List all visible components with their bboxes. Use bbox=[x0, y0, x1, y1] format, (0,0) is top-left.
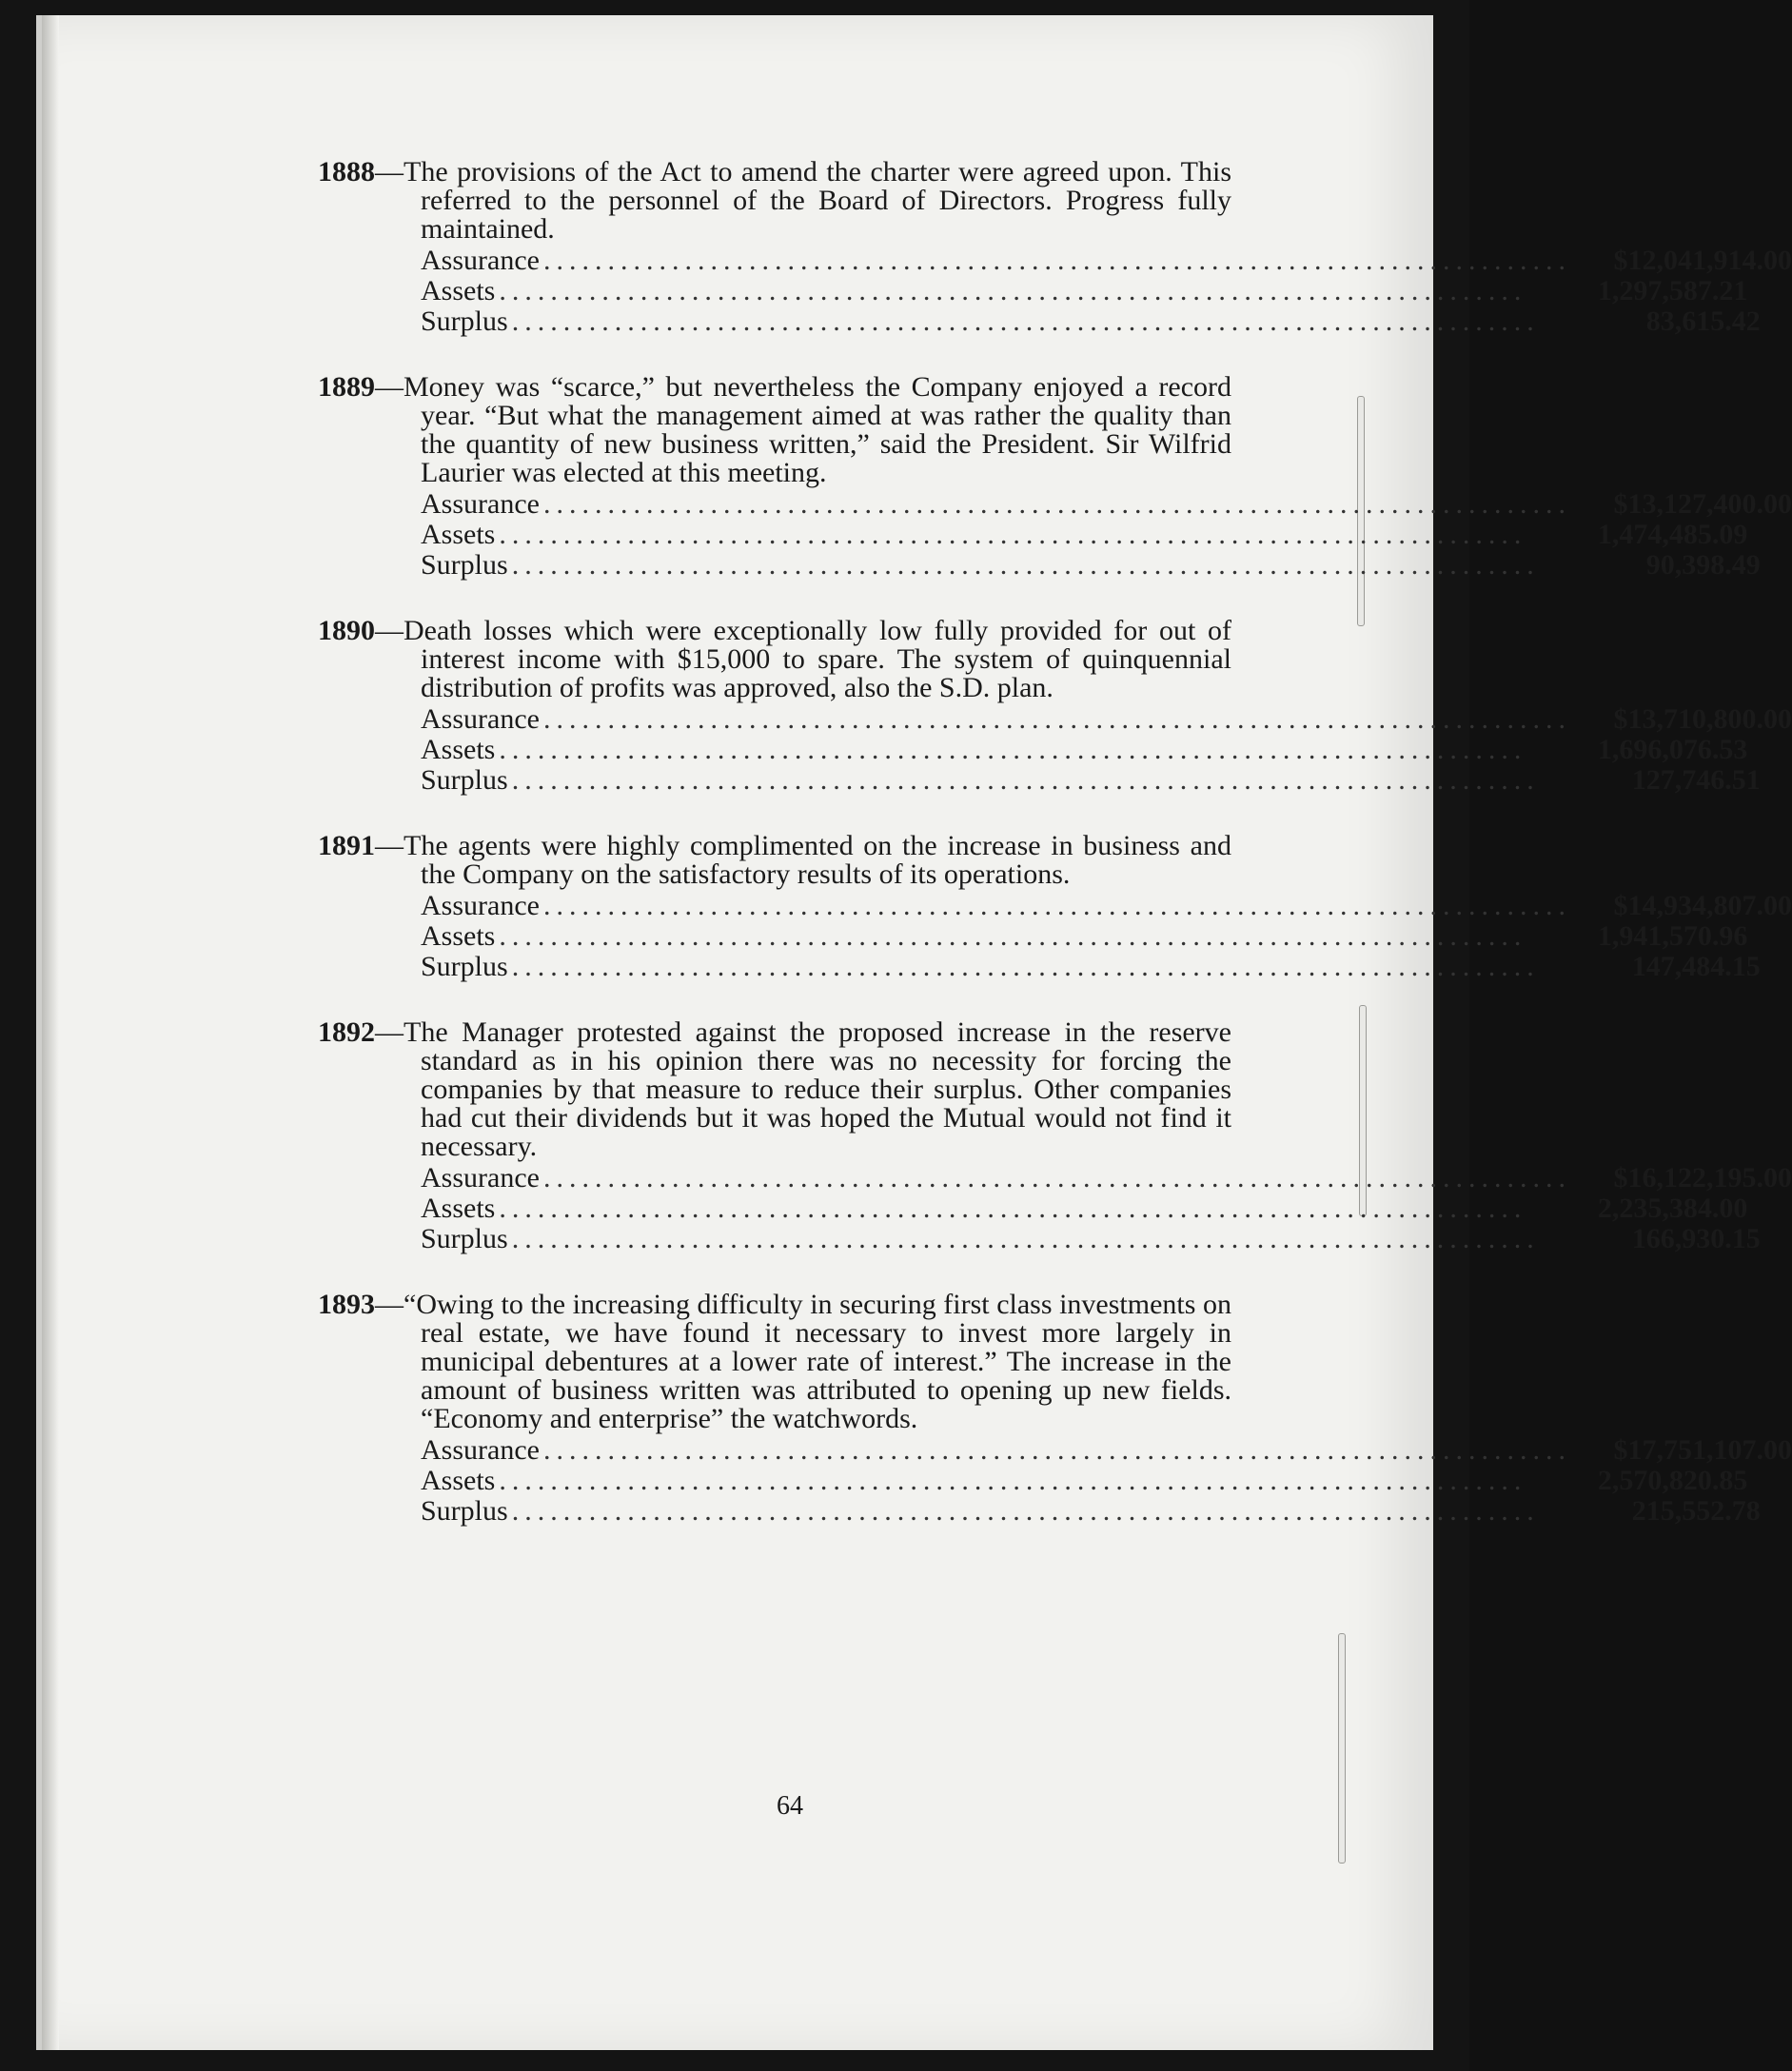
year-entry bbox=[318, 156, 1792, 337]
figure-value: $16,122,195.00 bbox=[1613, 1162, 1792, 1193]
figure-row bbox=[421, 764, 1761, 796]
figure-row bbox=[421, 306, 1761, 337]
figure-row bbox=[421, 1434, 1792, 1466]
figure-row bbox=[421, 245, 1792, 276]
figure-label: Assurance bbox=[421, 488, 540, 520]
financial-figures bbox=[318, 890, 1792, 982]
figure-value: 166,930.15 bbox=[1631, 1223, 1761, 1254]
entry-dash: — bbox=[375, 371, 404, 403]
dot-leader: ................................................................................ bbox=[542, 1162, 1571, 1193]
figure-value: 1,297,587.21 bbox=[1597, 275, 1748, 306]
entry-year: 1890 bbox=[318, 615, 375, 646]
dot-leader: ................................................................................ bbox=[542, 890, 1571, 921]
figure-row bbox=[421, 703, 1792, 735]
financial-figures bbox=[318, 1434, 1792, 1527]
dot-leader: ................................................................................ bbox=[511, 306, 1540, 337]
dot-leader: ................................................................................ bbox=[499, 920, 1527, 952]
figure-label: Assurance bbox=[421, 1434, 540, 1466]
page-number: 64 bbox=[777, 1791, 803, 1821]
dot-leader: ................................................................................ bbox=[499, 519, 1527, 550]
figure-row bbox=[421, 734, 1748, 765]
figure-value: $12,041,914.00 bbox=[1613, 245, 1792, 276]
entry-paragraph bbox=[318, 832, 1231, 889]
figure-value: 2,235,384.00 bbox=[1597, 1193, 1748, 1224]
figure-value: $17,751,107.00 bbox=[1613, 1434, 1792, 1466]
figure-label: Assurance bbox=[421, 703, 540, 735]
figure-label: Surplus bbox=[421, 549, 508, 581]
entry-text: “Owing to the increasing difficulty in securing first class investments on real estate, we have found it necessary to invest more largely in municipal debentures at a lower rate of interest.” The increase in the amount of business written was attributed to opening up new fields. “Economy and enterprise” the watchwords. bbox=[404, 1289, 1231, 1434]
figure-value: 127,746.51 bbox=[1631, 764, 1761, 796]
financial-figures bbox=[318, 703, 1792, 796]
financial-figures bbox=[318, 245, 1792, 337]
entry-text: The Manager protested against the proposed increase in the reserve standard as in his opinion there was no necessity for forcing the companies by that measure to reduce their surplus. Other companies had cut their dividends but it was hoped the Mutual would not find it necessary. bbox=[404, 1016, 1231, 1162]
entry-year: 1892 bbox=[318, 1016, 375, 1048]
entry-dash: — bbox=[375, 615, 404, 646]
figure-row bbox=[421, 1223, 1761, 1254]
figure-value: 147,484.15 bbox=[1631, 951, 1761, 982]
dot-leader: ................................................................................ bbox=[511, 951, 1540, 982]
figure-value: $13,710,800.00 bbox=[1613, 703, 1792, 735]
figure-label: Surplus bbox=[421, 1495, 508, 1527]
figure-row bbox=[421, 1162, 1792, 1193]
dot-leader: ................................................................................ bbox=[511, 1223, 1540, 1254]
dot-leader: ................................................................................ bbox=[499, 734, 1527, 765]
figure-label: Assets bbox=[421, 519, 496, 550]
page-gutter-shadow bbox=[42, 15, 59, 2050]
dot-leader: ................................................................................ bbox=[511, 1495, 1540, 1527]
dot-leader: ................................................................................ bbox=[511, 764, 1540, 796]
figure-label: Surplus bbox=[421, 951, 508, 982]
figure-label: Surplus bbox=[421, 764, 508, 796]
entry-year: 1891 bbox=[318, 830, 375, 861]
dot-leader: ................................................................................ bbox=[542, 245, 1571, 276]
figure-label: Assets bbox=[421, 734, 496, 765]
dot-leader: ................................................................................ bbox=[542, 1434, 1571, 1466]
entry-paragraph bbox=[318, 158, 1231, 244]
entry-year: 1888 bbox=[318, 156, 375, 187]
figure-value: 2,570,820.85 bbox=[1597, 1465, 1748, 1496]
book-page bbox=[36, 15, 1792, 2050]
entry-text: Death losses which were exceptionally low fully provided for out of interest income with $15,000 to spare. The system of quinquennial distribution of profits was approved, also the S.D. plan. bbox=[404, 615, 1231, 703]
figure-label: Surplus bbox=[421, 306, 508, 337]
figure-row bbox=[421, 890, 1792, 921]
figure-row bbox=[421, 519, 1748, 550]
entry-text: The agents were highly complimented on the increase in business and the Company on the satisfactory results of its operations. bbox=[404, 830, 1231, 890]
dot-leader: ................................................................................ bbox=[499, 1465, 1527, 1496]
entry-year: 1889 bbox=[318, 371, 375, 403]
figure-label: Assets bbox=[421, 1465, 496, 1496]
entry-text: Money was “scarce,” but nevertheless the Company enjoyed a record year. “But what the management aimed at was rather the quality than the quantity of new business written,” said the President. Sir Wilfrid Laurier was elected at this meeting. bbox=[404, 371, 1231, 488]
figure-row bbox=[421, 1465, 1748, 1496]
figure-row bbox=[421, 549, 1761, 581]
figure-value: 83,615.42 bbox=[1645, 306, 1761, 337]
figure-value: $13,127,400.00 bbox=[1613, 488, 1792, 520]
margin-mark bbox=[1338, 1633, 1346, 1864]
figure-row bbox=[421, 275, 1748, 306]
financial-figures bbox=[318, 1162, 1792, 1254]
year-entry bbox=[318, 1289, 1792, 1527]
dot-leader: ................................................................................ bbox=[542, 703, 1571, 735]
figure-label: Assurance bbox=[421, 890, 540, 921]
year-entry bbox=[318, 1016, 1792, 1254]
year-entry bbox=[318, 830, 1792, 982]
figure-row bbox=[421, 920, 1748, 952]
figure-label: Assets bbox=[421, 1193, 496, 1224]
figure-value: 1,941,570.96 bbox=[1597, 920, 1748, 952]
dot-leader: ................................................................................ bbox=[542, 488, 1571, 520]
figure-value: 1,474,485.09 bbox=[1597, 519, 1748, 550]
financial-figures bbox=[318, 488, 1792, 581]
figure-row bbox=[421, 488, 1792, 520]
figure-row bbox=[421, 951, 1761, 982]
dot-leader: ................................................................................ bbox=[511, 549, 1540, 581]
figure-label: Surplus bbox=[421, 1223, 508, 1254]
figure-value: 1,696,076.53 bbox=[1597, 734, 1748, 765]
entry-dash: — bbox=[375, 1289, 404, 1320]
year-entry bbox=[318, 615, 1792, 796]
entry-paragraph bbox=[318, 617, 1231, 702]
dot-leader: ................................................................................ bbox=[499, 275, 1527, 306]
entry-paragraph bbox=[318, 1291, 1231, 1433]
entry-paragraph bbox=[318, 373, 1231, 487]
figure-row bbox=[421, 1495, 1761, 1527]
figure-label: Assurance bbox=[421, 245, 540, 276]
figure-row bbox=[421, 1193, 1748, 1224]
figure-value: 90,398.49 bbox=[1645, 549, 1761, 581]
figure-label: Assurance bbox=[421, 1162, 540, 1193]
page-content bbox=[318, 156, 1792, 1563]
dot-leader: ................................................................................ bbox=[499, 1193, 1527, 1224]
entry-dash: — bbox=[375, 156, 404, 187]
entry-text: The provisions of the Act to amend the charter were agreed upon. This referred to the personnel of the Board of Directors. Progress fully maintained. bbox=[404, 156, 1231, 245]
entry-dash: — bbox=[375, 830, 404, 861]
entry-paragraph bbox=[318, 1018, 1231, 1161]
entry-dash: — bbox=[375, 1016, 404, 1048]
figure-label: Assets bbox=[421, 920, 496, 952]
figure-label: Assets bbox=[421, 275, 496, 306]
entry-year: 1893 bbox=[318, 1289, 375, 1320]
figure-value: $14,934,807.00 bbox=[1613, 890, 1792, 921]
year-entry bbox=[318, 371, 1792, 581]
figure-value: 215,552.78 bbox=[1631, 1495, 1761, 1527]
